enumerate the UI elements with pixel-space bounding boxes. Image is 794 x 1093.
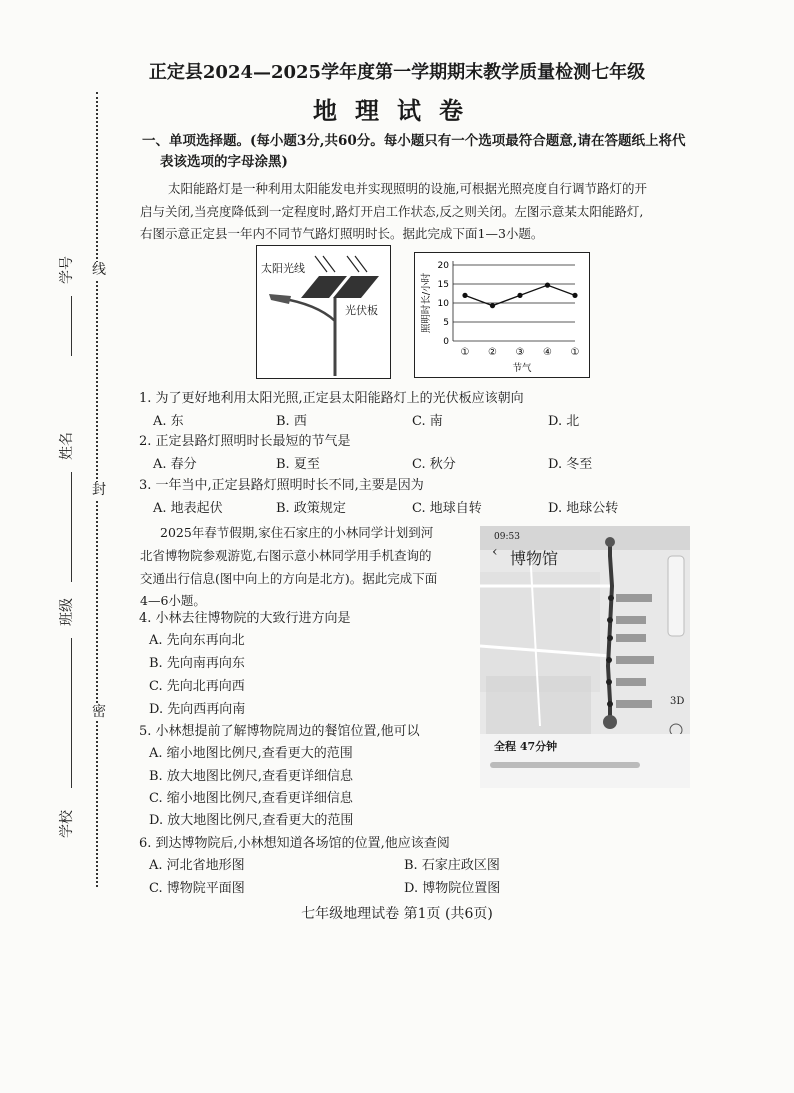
q5-stem: 5. 小林想提前了解博物院周边的餐馆位置,他可以 — [139, 724, 420, 739]
chart-data-point — [462, 293, 467, 298]
seal-char-line: 线 — [92, 262, 106, 278]
seal-char-secret: 密 — [92, 704, 106, 720]
lighting-duration-chart — [414, 252, 590, 378]
q5-option-a: A. 缩小地图比例尺,查看更大的范围 — [149, 746, 353, 761]
chart-x-tick-label: ② — [488, 347, 497, 358]
q5-option-c: C. 缩小地图比例尺,查看更详细信息 — [149, 791, 353, 806]
passage2-line-4: 4—6小题。 — [140, 593, 206, 608]
class-label: 班级 — [59, 598, 75, 626]
student-id-blank — [71, 296, 72, 356]
q1-option-b: B. 西 — [276, 414, 307, 429]
chart-y-tick-label: 15 — [437, 280, 449, 290]
q6-option-a: A. 河北省地形图 — [149, 858, 245, 873]
q5-option-d: D. 放大地图比例尺,查看更大的范围 — [149, 813, 354, 828]
chart-y-tick-label: 5 — [443, 318, 449, 328]
q5-option-b: B. 放大地图比例尺,查看更详细信息 — [149, 769, 353, 784]
section-heading: 一、单项选择题。(每小题3分,共60分。每小题只有一个选项最符合题意,请在答题纸上将代 — [142, 133, 686, 149]
q6-option-b: B. 石家庄政区图 — [404, 858, 500, 873]
chart-data-point — [517, 293, 522, 298]
q4-option-b: B. 先向南再向东 — [149, 656, 245, 671]
map-total-time: 全程 47分钟 — [494, 740, 558, 753]
intro-line-2: 启与关闭,当亮度降低到一定程度时,路灯开启工作状态,反之则关闭。左图示意某太阳能路灯, — [140, 204, 644, 219]
map-museum-label: 博物馆 — [510, 549, 559, 568]
panel-label: 光伏板 — [345, 304, 378, 317]
q2-option-d: D. 冬至 — [548, 457, 593, 472]
q1-option-d: D. 北 — [548, 414, 580, 429]
passage2-line-1: 2025年春节假期,家住石家庄的小林同学计划到河 — [160, 525, 434, 540]
chart-x-tick-label: ④ — [543, 347, 552, 358]
intro-line-3: 右图示意正定县一年内不同节气路灯照明时长。据此完成下面1—3小题。 — [140, 226, 544, 241]
q3-option-a: A. 地表起伏 — [153, 501, 223, 516]
q4-option-a: A. 先向东再向北 — [149, 633, 245, 648]
q2-option-c: C. 秋分 — [412, 457, 456, 472]
chart-y-axis-label: 照明时长/小时 — [421, 272, 432, 334]
chart-x-tick-label: ③ — [515, 347, 525, 358]
q3-option-c: C. 地球自转 — [412, 501, 482, 516]
chart-data-point — [490, 303, 495, 308]
chart-data-point — [545, 283, 550, 288]
q3-stem: 3. 一年当中,正定县路灯照明时长不同,主要是因为 — [139, 478, 424, 493]
sunlight-label: 太阳光线 — [261, 262, 305, 275]
seal-char-seal: 封 — [92, 482, 106, 498]
map-back-icon[interactable]: ‹ — [492, 544, 498, 560]
name-blank — [71, 472, 72, 582]
q6-stem: 6. 到达博物院后,小林想知道各场馆的位置,他应该查阅 — [139, 836, 450, 851]
q1-option-a: A. 东 — [153, 414, 184, 429]
chart-plot — [415, 253, 589, 377]
q4-stem: 4. 小林去往博物院的大致行进方向是 — [139, 611, 351, 626]
name-label: 姓名 — [59, 432, 75, 460]
map-time: 09:53 — [494, 532, 520, 542]
q4-option-c: C. 先向北再向西 — [149, 679, 245, 694]
chart-data-point — [572, 293, 577, 298]
map-3d-button[interactable]: 3D — [670, 696, 685, 707]
q6-option-c: C. 博物院平面图 — [149, 881, 245, 896]
chart-y-tick-label: 0 — [443, 337, 449, 347]
q6-option-d: D. 博物院位置图 — [404, 881, 501, 896]
q2-option-a: A. 春分 — [153, 457, 197, 472]
intro-line-1: 太阳能路灯是一种利用太阳能发电并实现照明的设施,可根据光照亮度自行调节路灯的开 — [168, 181, 647, 196]
school-label: 学校 — [59, 810, 75, 838]
class-blank — [71, 638, 72, 788]
page-footer: 七年级地理试卷 第1页 (共6页) — [301, 906, 493, 922]
passage2-line-3: 交通出行信息(图中向上的方向是北方)。据此完成下面 — [140, 571, 438, 586]
q3-option-d: D. 地球公转 — [548, 501, 619, 516]
chart-y-tick-label: 10 — [437, 299, 449, 309]
navigation-map-screenshot — [480, 526, 690, 788]
subject-title: 地理试卷 — [313, 96, 481, 125]
q1-option-c: C. 南 — [412, 414, 443, 429]
q3-option-b: B. 政策规定 — [276, 501, 346, 516]
exam-title: 正定县2024—2025学年度第一学期期末教学质量检测七年级 — [148, 62, 646, 83]
section-heading-line2: 表该选项的字母涂黑) — [160, 154, 288, 170]
chart-x-tick-label: ① — [460, 347, 470, 358]
q2-stem: 2. 正定县路灯照明时长最短的节气是 — [139, 434, 351, 449]
solar-lamp-figure — [256, 245, 391, 379]
q4-option-d: D. 先向西再向南 — [149, 702, 246, 717]
q1-stem: 1. 为了更好地利用太阳光照,正定县太阳能路灯上的光伏板应该朝向 — [139, 391, 524, 406]
passage2-line-2: 北省博物院参观游览,右图示意小林同学用手机查询的 — [140, 548, 432, 563]
chart-y-tick-label: 20 — [437, 261, 449, 271]
chart-x-tick-label: ① — [570, 347, 580, 358]
student-id-label: 学号 — [59, 256, 75, 284]
chart-x-axis-label: 节气 — [512, 363, 532, 374]
q2-option-b: B. 夏至 — [276, 457, 320, 472]
